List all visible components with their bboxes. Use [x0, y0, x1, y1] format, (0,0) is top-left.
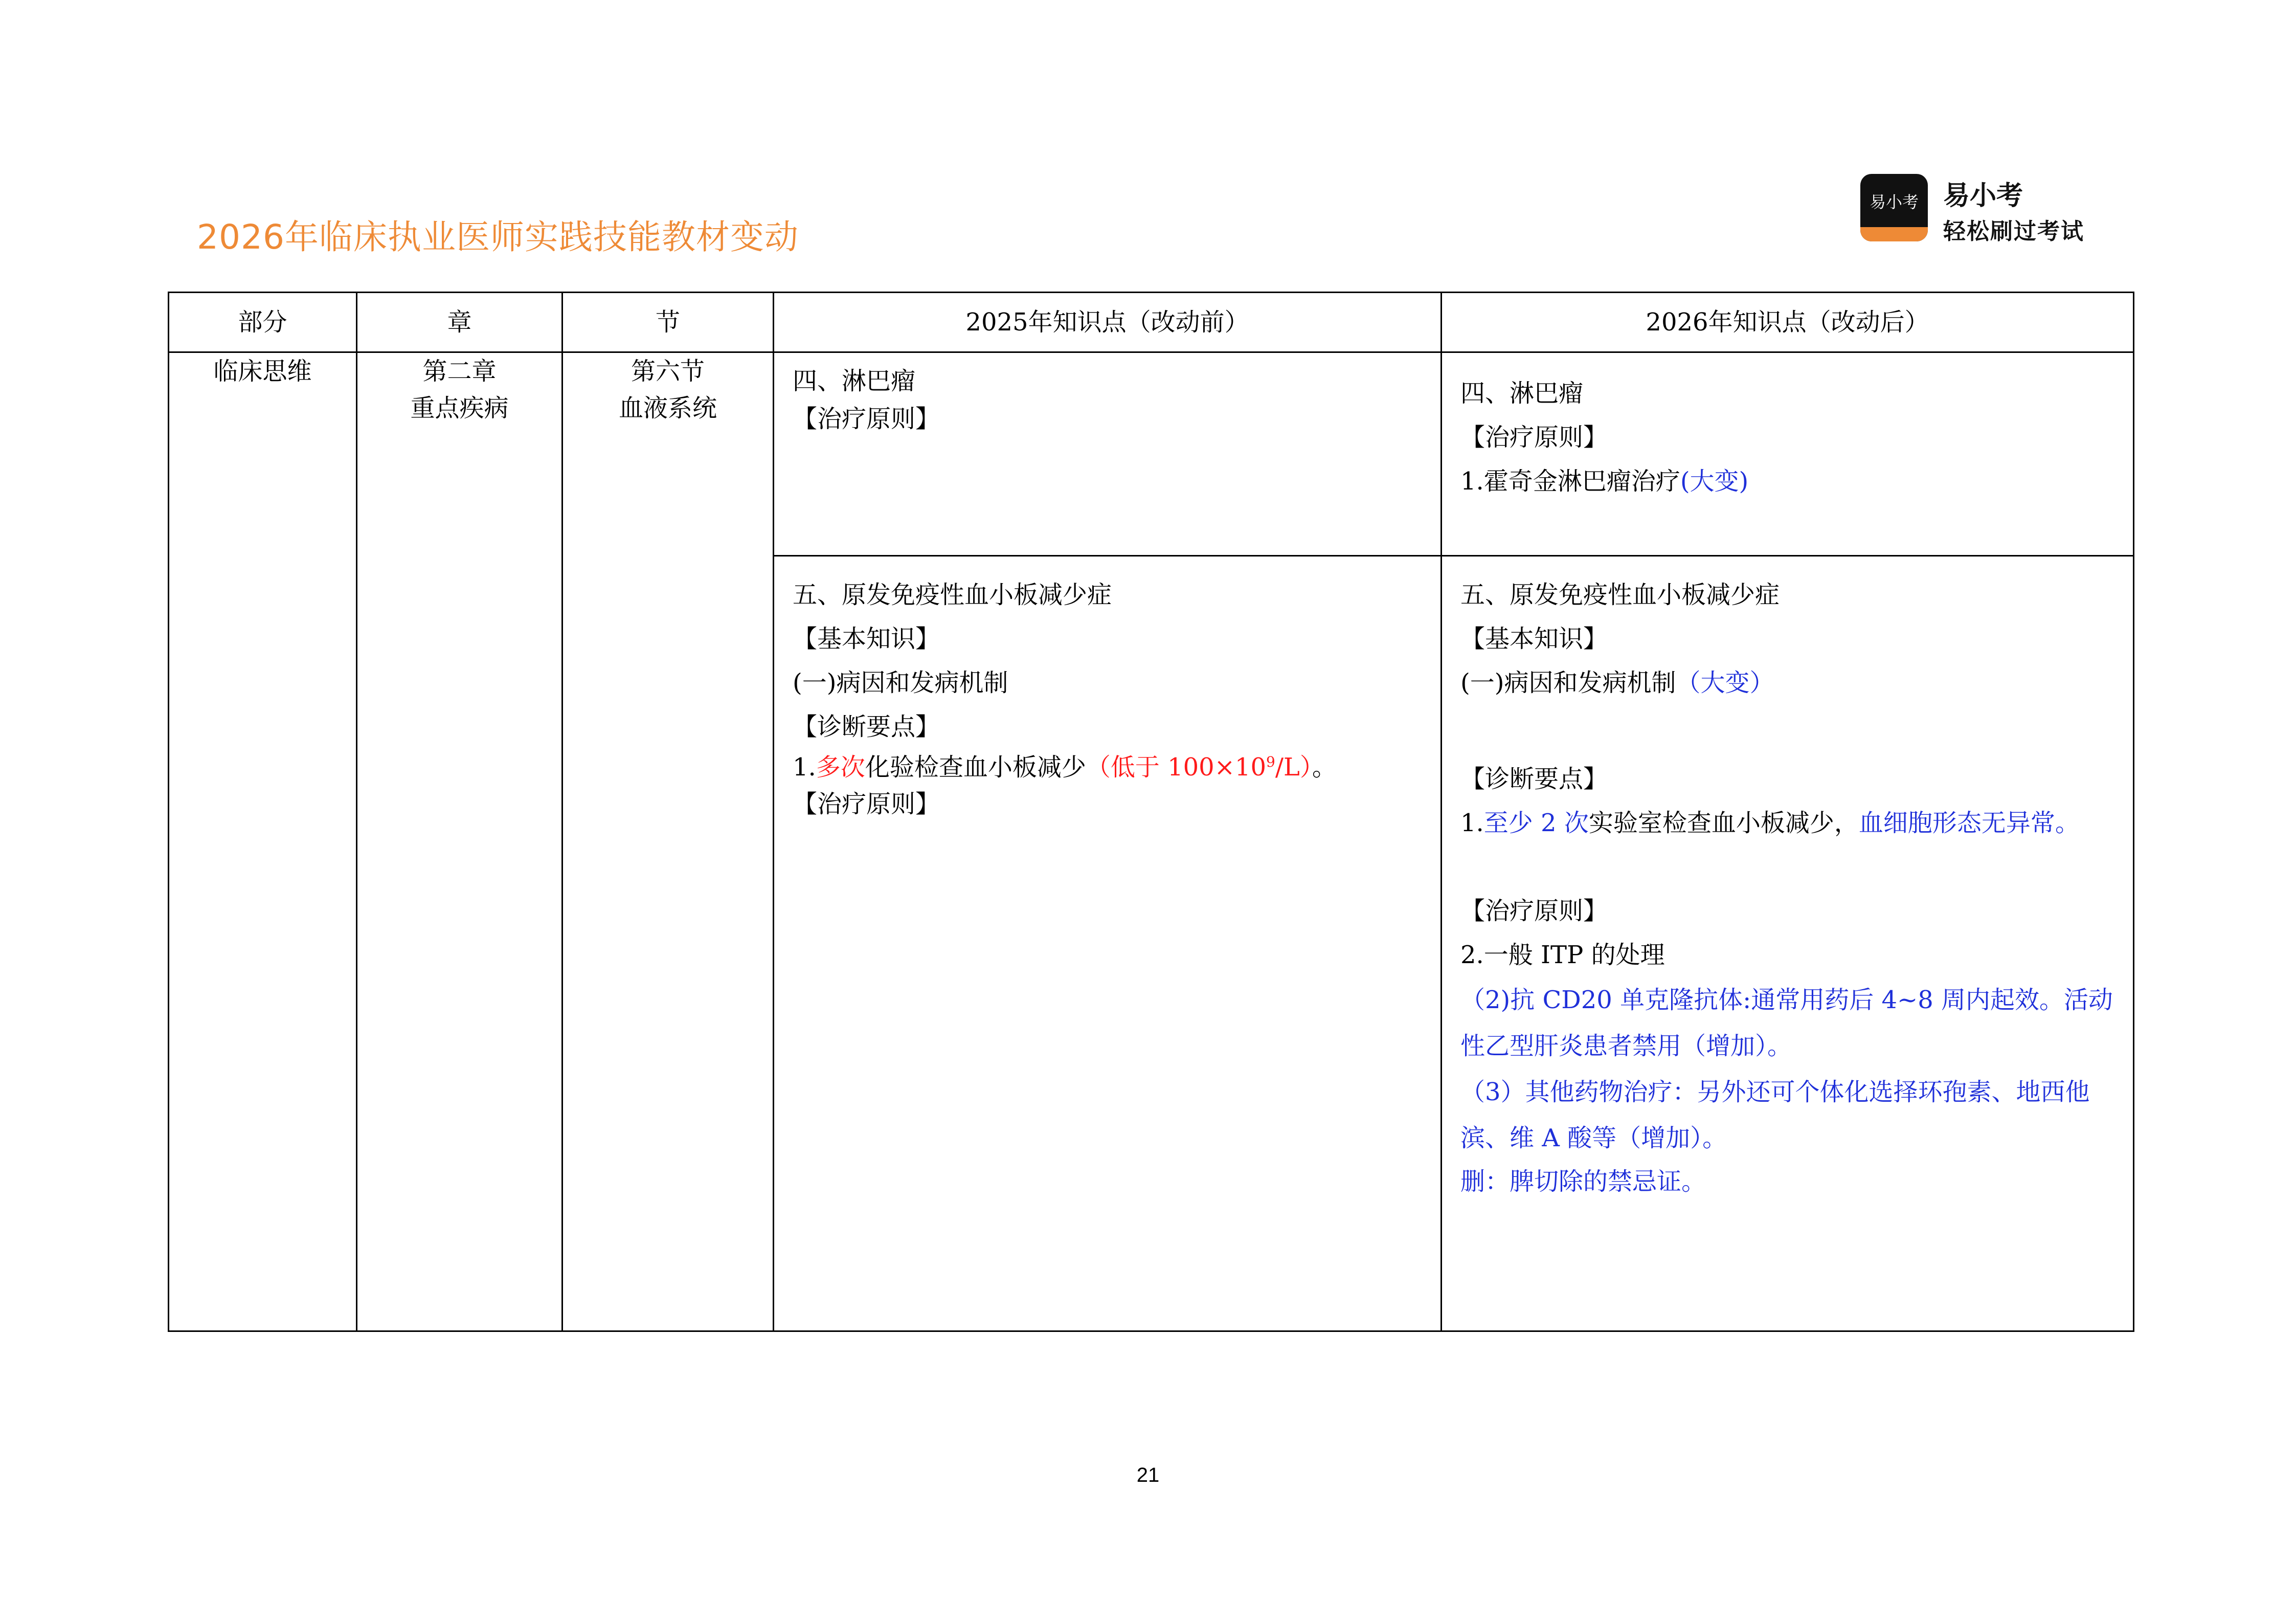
section-number: 第六节: [631, 357, 705, 386]
itp-after-diagnosis-label: 【诊断要点】: [1460, 765, 1608, 793]
itp-after-diagnosis-item: [1460, 801, 2117, 845]
itp-after-mechanism: [1460, 661, 2117, 705]
sentence-end: 。: [1312, 753, 1337, 782]
mechanism-text: (一)病因和发病机制: [1460, 669, 1676, 697]
blood-cell-morphology-text: 血细胞形态无异常。: [1858, 809, 2080, 837]
part-label: 临床思维: [213, 357, 312, 386]
deleted-note: 删：脾切除的禁忌证。: [1460, 1167, 1706, 1196]
brand-logo-bar: [1860, 227, 1928, 241]
hodgkin-item-text: 1.霍奇金淋巴瘤治疗: [1460, 467, 1680, 496]
header-chapter: 章: [357, 293, 562, 352]
itp-before-diagnosis-label: 【诊断要点】: [793, 713, 940, 741]
lab-test-text: 实验室检查血小板减少，: [1588, 809, 1859, 837]
chapter-number: 第二章: [422, 357, 497, 386]
header-after: 2026年知识点（改动后）: [1442, 293, 2134, 352]
itp-after-cell: [1442, 556, 2134, 1331]
header-section: 节: [562, 293, 774, 352]
page-number: 21: [1136, 1464, 1160, 1486]
threshold-value: （低于 100×10: [1086, 753, 1267, 782]
platelet-threshold-text: [1086, 753, 1312, 782]
brand-logo-text: 易小考: [1869, 192, 1919, 212]
itp-before-mechanism: (一)病因和发病机制: [793, 669, 1008, 697]
major-change-tag: (大变): [1680, 467, 1749, 496]
brand-slogan: 轻松刷过考试: [1943, 218, 2084, 244]
itp-before-heading: 五、原发免疫性血小板减少症: [793, 581, 1112, 609]
page-title: 2026年临床执业医师实践技能教材变动: [197, 217, 799, 257]
section-title: 血液系统: [618, 394, 717, 422]
header-before: 2025年知识点（改动前）: [774, 293, 1442, 352]
brand-name: 易小考: [1943, 181, 2023, 211]
brand-logo: [1860, 174, 1928, 241]
threshold-unit: /L）: [1275, 753, 1312, 782]
header-part: 部分: [169, 293, 357, 352]
multiple-times-text: 多次: [816, 753, 865, 782]
header-row: [169, 293, 2134, 352]
itp-before-diagnosis-item: [793, 749, 1424, 786]
itp-before-cell: [774, 556, 1442, 1331]
lymphoma-before-treatment-label: 【治疗原则】: [793, 405, 940, 433]
major-change-tag: （大变）: [1676, 669, 1774, 697]
lab-test-text: 化验检查血小板减少: [865, 753, 1086, 782]
part-cell: [169, 352, 357, 1331]
chapter-cell: [357, 352, 562, 1331]
table-row: [169, 352, 2134, 556]
lymphoma-after-item: [1460, 459, 2117, 503]
itp-after-basic-label: 【基本知识】: [1460, 625, 1608, 653]
changes-table: [168, 292, 2134, 1332]
lymphoma-before-cell: [774, 352, 1442, 556]
lymphoma-before-heading: 四、淋巴瘤: [793, 367, 916, 395]
lymphoma-after-heading: 四、淋巴瘤: [1460, 379, 1584, 408]
item-prefix: 1.: [1460, 809, 1484, 837]
lymphoma-after-treatment-label: 【治疗原则】: [1460, 423, 1608, 452]
general-itp-treatment: 2.一般 ITP 的处理: [1460, 941, 1665, 969]
anti-cd20-addition: （2)抗 CD20 单克隆抗体:通常用药后 4~8 周内起效。活动性乙型肝炎患者禁用（增加）。: [1460, 986, 2113, 1060]
lymphoma-after-cell: [1442, 352, 2134, 556]
at-least-twice-text: 至少 2 次: [1483, 809, 1589, 837]
itp-after-heading: 五、原发免疫性血小板减少症: [1460, 581, 1780, 609]
itp-before-treatment-label: 【治疗原则】: [793, 790, 940, 818]
chapter-title: 重点疾病: [410, 394, 509, 422]
threshold-exponent: 9: [1266, 753, 1275, 770]
section-cell: [562, 352, 774, 1331]
itp-before-basic-label: 【基本知识】: [793, 625, 940, 653]
itp-after-treatment-label: 【治疗原则】: [1460, 897, 1608, 925]
item-prefix: 1.: [793, 753, 816, 782]
other-drugs-addition: （3）其他药物治疗：另外还可个体化选择环孢素、地西他滨、维 A 酸等（增加）。: [1460, 1078, 2090, 1152]
